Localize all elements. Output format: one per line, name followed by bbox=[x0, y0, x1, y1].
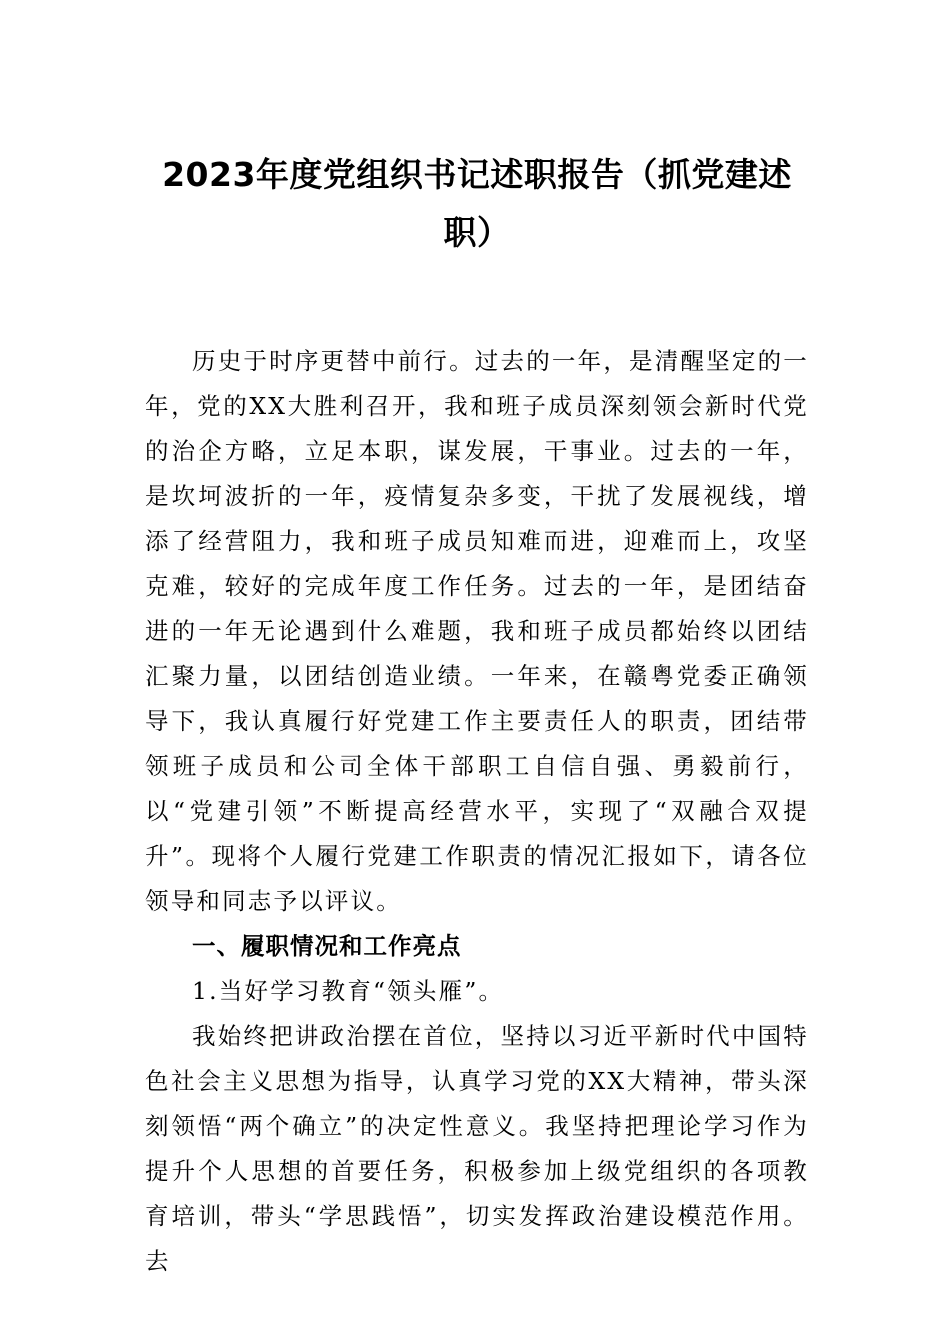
document-title-line-2: 职） bbox=[443, 213, 511, 252]
document-title bbox=[145, 146, 809, 262]
subsection-heading-1: 1.当好学习教育“领头雁”。 bbox=[192, 977, 505, 1005]
section-heading-1: 一、履职情况和工作亮点 bbox=[192, 932, 462, 960]
document-title-line-1: 2023年度党组织书记述职报告（抓党建述 bbox=[162, 155, 792, 194]
body-paragraph-2: 我始终把讲政治摆在首位，坚持以习近平新时代中国特色社会主义思想为指导，认真学习党的XX大精神，带头深刻领悟“两个确立”的决定性意义。我坚持把理论学习作为提升个人思想的首要任务，积极参加上级党组织的各项教育培训，带头“学思践悟”，切实发挥政治建设模范作用。去 bbox=[145, 1022, 809, 1275]
intro-paragraph: 历史于时序更替中前行。过去的一年，是清醒坚定的一年，党的XX大胜利召开，我和班子成员深刻领会新时代党的治企方略，立足本职，谋发展，干事业。过去的一年，是坎坷波折的一年，疫情复杂多变，干扰了发展视线，增添了经营阻力，我和班子成员知难而进，迎难而上，攻坚克难，较好的完成年度工作任务。过去的一年，是团结奋进的一年无论遇到什么难题，我和班子成员都始终以团结汇聚力量，以团结创造业绩。一年来，在赣粤党委正确领导下，我认真履行好党建工作主要责任人的职责，团结带领班子成员和公司全体干部职工自信自强、勇毅前行，以“党建引领”不断提高经营水平，实现了“双融合双提升”。现将个人履行党建工作职责的情况汇报如下，请各位领导和同志予以评议。 bbox=[145, 347, 809, 915]
document-body bbox=[145, 339, 809, 1284]
